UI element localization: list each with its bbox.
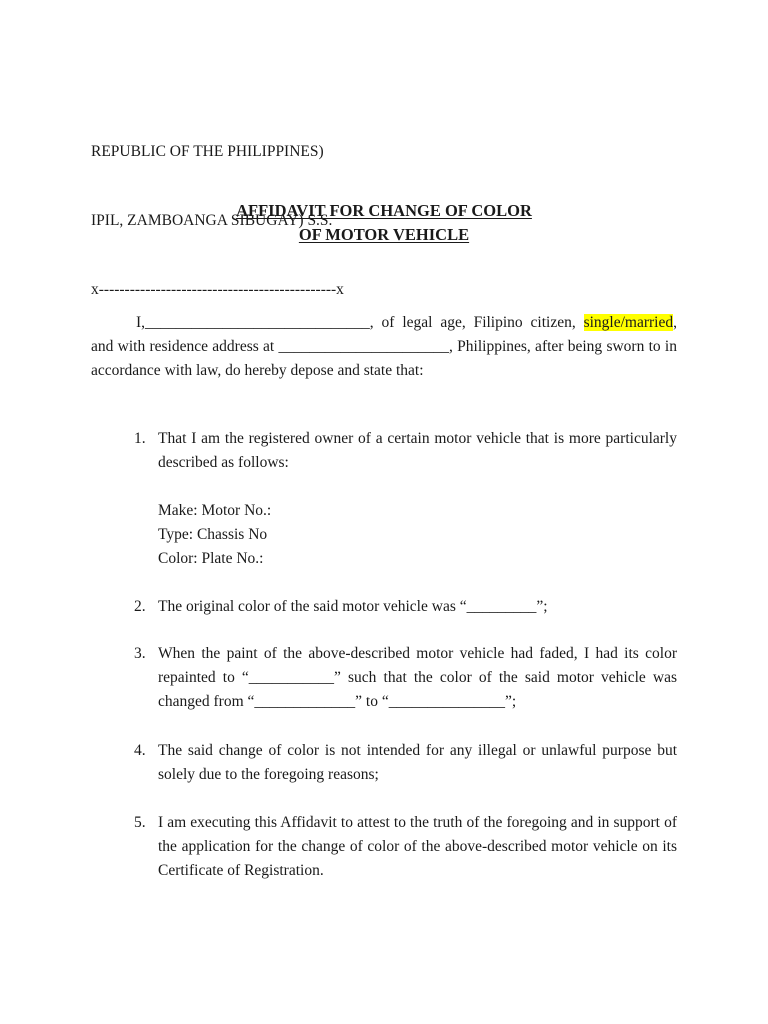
item-number: 5. xyxy=(134,814,146,831)
item-text: I am executing this Affidavit to attest to the truth of the foregoing and in support of the application for the change of color of the above-described motor vehicle on its Certificate of Registration. xyxy=(158,814,677,879)
item-text: The said change of color is not intended for any illegal or unlawful purpose but solely due to the foregoing reasons; xyxy=(158,742,677,783)
statement-item-4 xyxy=(91,739,677,787)
statement-item-5 xyxy=(91,811,677,883)
vehicle-details xyxy=(158,499,677,571)
venue-separator: x----------------------------------------------x xyxy=(91,281,344,298)
detail-make-motor: Make: Motor No.: xyxy=(158,502,272,519)
item-number: 1. xyxy=(134,430,146,447)
statement-item-3 xyxy=(91,642,677,714)
statement-item-1 xyxy=(91,427,677,571)
title-line-2: OF MOTOR VEHICLE xyxy=(298,225,470,244)
civil-status-highlight: single/married xyxy=(583,314,674,331)
venue-line-province: IPIL, ZAMBOANGA SIBUGAY) S.S. xyxy=(91,212,333,229)
item-text: The original color of the said motor vehicle was “_________”; xyxy=(158,598,548,615)
item-text: When the paint of the above-described motor vehicle had faded, I had its color repainted to “___________” such that the color of the said motor vehicle was changed from “_____________” to “_______________”; xyxy=(158,645,677,710)
title-line-1: AFFIDAVIT FOR CHANGE OF COLOR xyxy=(236,201,532,220)
item-number: 3. xyxy=(134,645,146,662)
item-number: 4. xyxy=(134,742,146,759)
item-text: That I am the registered owner of a certain motor vehicle that is more particularly described as follows: xyxy=(158,430,677,471)
statement-list xyxy=(91,427,677,883)
document-title xyxy=(0,199,768,247)
detail-type-chassis: Type: Chassis No xyxy=(158,526,268,543)
item-number: 2. xyxy=(134,598,146,615)
intro-text-start: I,_____________________________, of legal age, Filipino citizen, xyxy=(136,314,584,331)
intro-paragraph xyxy=(91,311,677,383)
statement-item-2 xyxy=(91,595,677,619)
venue-line-republic: REPUBLIC OF THE PHILIPPINES) xyxy=(91,143,324,160)
detail-color-plate: Color: Plate No.: xyxy=(158,550,264,567)
intro-text-end: , and with residence address at ______________________, Philippines, after being sworn to in accordance with law, do hereby depose and state that: xyxy=(91,314,677,379)
